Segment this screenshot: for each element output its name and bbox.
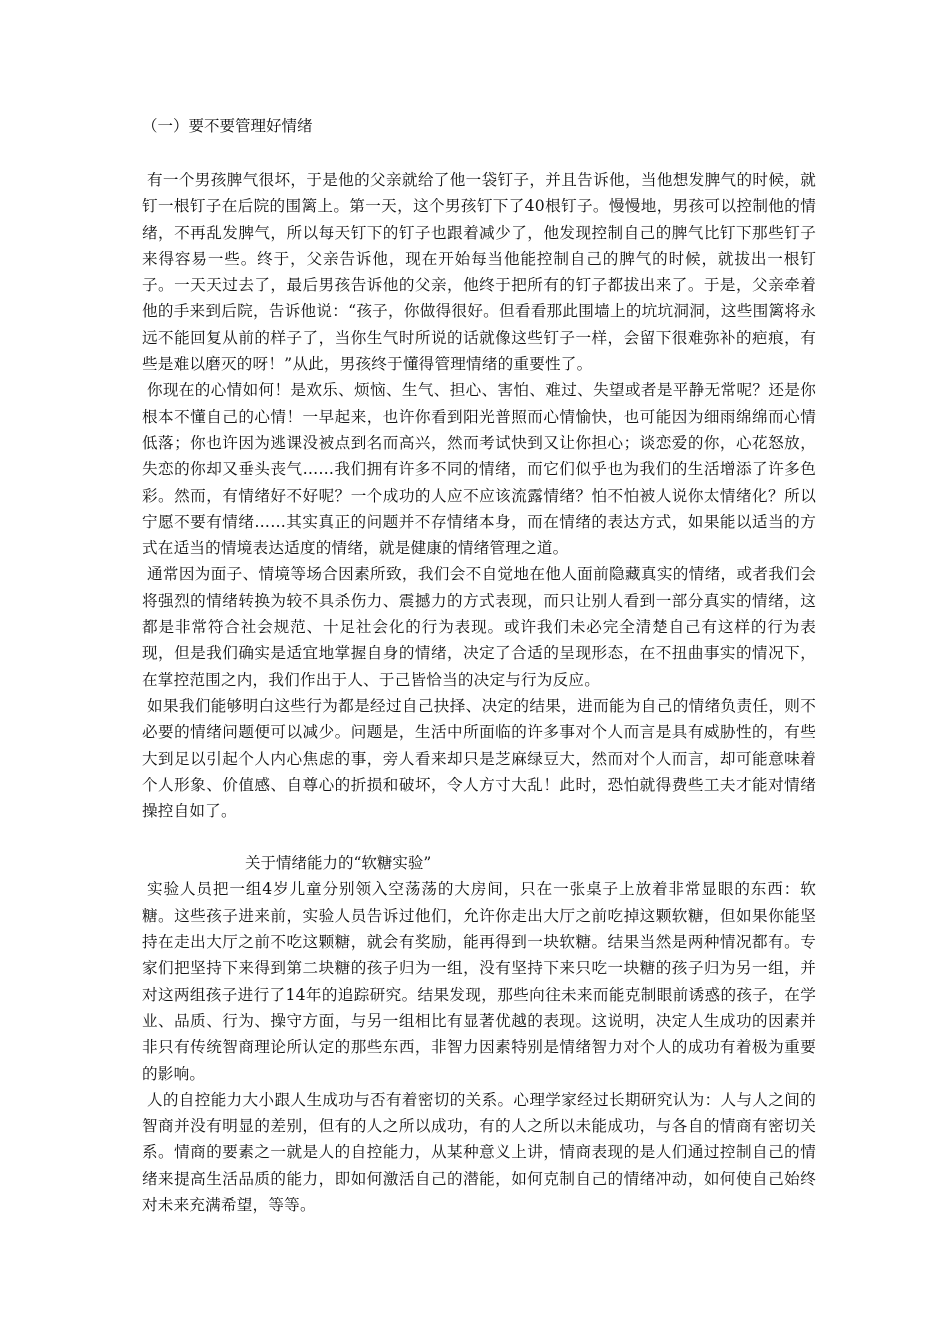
document-body — [142, 113, 816, 1218]
paragraph-marshmallow-experiment: 实验人员把一组4岁儿童分别领入空荡荡的大房间，只在一张桌子上放着非常显眼的东西：软糖。这些孩子进来前，实验人员告诉过他们，允许你走出大厅之前吃掉这颗软糖，但如果你能坚持在走出大厅之前不吃这颗糖，就会有奖励，能再得到一块软糖。结果当然是两种情况都有。专家们把坚持下来得到第二块糖的孩子归为一组，没有坚持下来只吃一块糖的孩子归为另一组，并对这两组孩子进行了14年的追踪研究。结果发现，那些向往未来而能克制眼前诱惑的孩子，在学业、品质、行为、操守方面，与另一组相比有显著优越的表现。这说明，决定人生成功的因素并非只有传统智商理论所认定的那些东西，非智力因素特别是情绪智力对个人的成功有着极为重要的影响。 — [142, 880, 816, 1083]
spacer — [142, 824, 816, 850]
paragraph-nails-story: 有一个男孩脾气很坏，于是他的父亲就给了他一袋钉子，并且告诉他，当他想发脾气的时候，就钉一根钉子在后院的围篱上。第一天，这个男孩钉下了40根钉子。慢慢地，男孩可以控制他的情绪，不再乱发脾气，所以每天钉下的钉子也跟着减少了，他发现控制自己的脾气比钉下那些钉子来得容易一些。终于，父亲告诉他，现在开始每当他能控制自己的脾气的时候，就拔出一根钉子。一天天过去了，最后男孩告诉他的父亲，他终于把所有的钉子都拔出来了。于是，父亲牵着他的手来到后院，告诉他说：“孩子，你做得很好。但看看那此围墙上的坑坑洞洞，这些围篱将永远不能回复从前的样子了，当你生气时所说的话就像这些钉子一样，会留下很难弥补的疤痕，有些是难以磨灭的呀！”从此，男孩终于懂得管理情绪的重要性了。 — [142, 171, 816, 374]
sub-title: 关于情绪能力的“软糖实验” — [245, 854, 432, 873]
paragraph-hiding-emotions: 通常因为面子、情境等场合因素所致，我们会不自觉地在他人面前隐藏真实的情绪，或者我们会将强烈的情绪转换为较不具杀伤力、震撼力的方式表现，而只让别人看到一部分真实的情绪，这都是非常符合社会规范、十足社会化的行为表现。或许我们未必完全清楚自己有这样的行为表现，但是我们确实是适宜地掌握自身的情绪，决定了合适的呈现形态，在不扭曲事实的情况下，在掌控范围之内，我们作出于人、于己皆恰当的决定与行为反应。 — [142, 565, 816, 689]
paragraph-self-control: 人的自控能力大小跟人生成功与否有着密切的关系。心理学家经过长期研究认为：人与人之间的智商并没有明显的差别，但有的人之所以成功，有的人之所以未能成功，与各自的情商有密切关系。情商的要素之一就是人的自控能力，从某种意义上讲，情商表现的是人们通过控制自己的情绪来提高生活品质的能力，即如何激活自己的潜能，如何克制自己的情绪冲动，如何使自己始终对未来充满希望，等等。 — [142, 1090, 816, 1214]
section-title: （一）要不要管理好情绪 — [142, 117, 313, 135]
paragraph-mood: 你现在的心情如何！是欢乐、烦恼、生气、担心、害怕、难过、失望或者是平静无常呢？还是你根本不懂自己的心情！一早起来，也许你看到阳光普照而心情愉快，也可能因为细雨绵绵而心情低落；你也许因为逃课没被点到名而高兴，然而考试快到又让你担心；谈恋爱的你，心花怒放，失恋的你却又垂头丧气……我们拥有许多不同的情绪，而它们似乎也为我们的生活增添了许多色彩。然而，有情绪好不好呢？一个成功的人应不应该流露情绪？怕不怕被人说你太情绪化？所以宁愿不要有情绪……其实真正的问题并不存情绪本身，而在情绪的表达方式，如果能以适当的方式在适当的情境表达适度的情绪，就是健康的情绪管理之道。 — [142, 381, 816, 558]
paragraph-responsibility: 如果我们能够明白这些行为都是经过自己抉择、决定的结果，进而能为自己的情绪负责任，则不必要的情绪问题便可以减少。问题是，生活中所面临的许多事对个人而言是具有威胁性的，有些大到足以引起个人内心焦虑的事，旁人看来却只是芝麻绿豆大，然而对个人而言，却可能意味着个人形象、价值感、自尊心的折损和破坏，令人方寸大乱！此时，恐怕就得费些工夫才能对情绪操控自如了。 — [142, 696, 816, 821]
spacer — [142, 139, 816, 167]
